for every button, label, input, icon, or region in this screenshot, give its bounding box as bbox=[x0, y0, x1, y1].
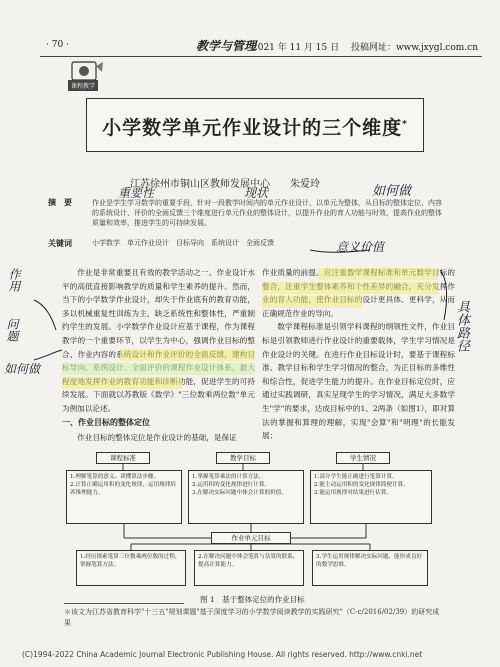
left-tail-paragraph: 作业目标的整体定位是作业设计的基础，是保证 bbox=[77, 433, 237, 442]
footnote: ＊该文为江苏省教育科学"十三五"规划课题"基于深度学习的小学数学阅读教学的实践研究"（C-c/2016/02/39）的研究成果 bbox=[64, 608, 440, 627]
author-line: 江苏徐州市铜山区教师发展中心 朱爱玲 bbox=[130, 179, 320, 190]
left-column bbox=[62, 266, 255, 416]
fig-bottom-box-1: 1.经历探索笔算三位数乘两位数的过程，掌握笔算方法。 bbox=[76, 550, 186, 586]
fig-top-box-3: 学生情况 bbox=[336, 452, 390, 464]
highlight-mark bbox=[62, 377, 182, 389]
abstract-label: 摘 要 bbox=[48, 198, 72, 207]
journal-name: 教学与管理 bbox=[196, 39, 257, 53]
highlight-mark bbox=[62, 363, 255, 375]
issue-date: 2021 年 11 月 15 日 bbox=[252, 43, 340, 53]
fig-center-box: 作业单元目标 bbox=[211, 532, 291, 544]
fig-top-box-1: 课程标准 bbox=[96, 452, 150, 464]
left-paragraph-1: 作业是非常重要且有效的教学活动之一。作业设计水平的高低直接影响教学的质量和学生素养的提升。然而，当下的小学数学作业设计，却失于作业底有的教育功能，多以机械重复性训练为主，缺乏系统性和整体性，严重制约学生的发展。小学数学作业设计应基于课程，作为课程教学的一个重要环节，以学生为中心，强调作业目标的整合、作业内容的系统设计和作业评价的全面反馈，建构目 程度地发挥作业的教育功能和诊断功能，促进学生的可持续发展。下面就以苏教版《数学》"三位数乘两位数"单元为例加以论述。 bbox=[62, 268, 255, 413]
footnote-rule bbox=[64, 603, 184, 604]
column-tag: 课程教学 bbox=[68, 80, 98, 91]
copyright-line: (C)1994-2022 China Academic Journal Electronic Publishing House. All rights reserved. http://www.cnki.net bbox=[22, 650, 423, 659]
handwritten-note: 如何做 bbox=[372, 184, 412, 199]
highlight-mark bbox=[262, 282, 438, 294]
page-header bbox=[46, 36, 478, 54]
fig-mid-box-2: 1.掌握笔算乘法的计算方法。 2.运用积的变化规律进行计算。 3.在解决实际问题中体会计算的价值。 bbox=[188, 470, 304, 524]
handwritten-note: 如何做 bbox=[4, 362, 41, 376]
highlight-mark bbox=[120, 349, 255, 361]
figure-1 bbox=[66, 452, 436, 592]
journal-website: 投稿网址：www.jxygl.com.cn bbox=[350, 43, 478, 53]
page-number: · 70 · bbox=[46, 40, 69, 50]
handwritten-note: 重要性 bbox=[118, 186, 155, 200]
article-title bbox=[87, 113, 423, 140]
fig-bottom-box-3: 3.学生运用规律解决实际问题，能形成良好的数学思维。 bbox=[312, 550, 428, 586]
abstract-text: 作业是学生学习数学的重要手段，针对一段教学时间内的单元作业设计，以单元为整体，从目标的整体定位、内容的系统设计、评价的全面反馈三个维度进行单元作业的整体设计，以提升作业的育人功能与时效，提高作业的整体质量和效率，推进学生的可持续发展。 bbox=[92, 199, 442, 227]
article-title-text: 小学数学单元作业设计的三个维度 bbox=[102, 117, 403, 139]
handwritten-note: 现状 bbox=[244, 186, 269, 200]
highlight-mark bbox=[318, 268, 438, 280]
highlight-mark bbox=[262, 296, 362, 308]
header-rule bbox=[40, 56, 482, 57]
title-footnote-mark: * bbox=[402, 119, 408, 130]
keywords bbox=[48, 238, 448, 249]
handwritten-note: 作用 bbox=[7, 268, 21, 292]
fig-mid-box-1: 1.理解笔算的意义、读懂算法步骤。 2.计算正确运用积的变化规律，运用规律培养推理能力。 bbox=[66, 470, 182, 524]
keywords-text: 小学数学 单元作业设计 目标导向 系统设计 全面反馈 bbox=[92, 239, 274, 247]
handwritten-note: 意义价值 bbox=[336, 240, 385, 254]
fig-mid-box-3: 1.部分学生能正确进行笔算计算。 2.能主动运用积的变化规律简便计算。 3.能运用规律对结果进行估算。 bbox=[310, 470, 432, 524]
keywords-label: 关键词 bbox=[48, 239, 72, 248]
title-box bbox=[86, 98, 424, 152]
handwritten-note: 问题 bbox=[5, 318, 19, 342]
left-column-tail bbox=[62, 431, 255, 445]
section-heading: 一、作业目标的整体定位 bbox=[62, 418, 150, 427]
figure-caption: 图 1 基于整体定位的作业目标 bbox=[200, 595, 305, 604]
fig-top-box-2: 教学目标 bbox=[216, 452, 270, 464]
fig-bottom-box-2: 2.在解决问题中体会笔算与估算的联系，提高计算能力。 bbox=[194, 550, 304, 586]
handwritten-note: 具体路径 bbox=[454, 300, 469, 352]
right-paragraph-2: 数学课程标准是引领学科课程的纲领性文件，作业目标是引领教师进行作业设计的重要载体，学生学习情况是作业设计的关键。在进行作业目标设计时，要基于课程标准、教学目标和学生学习情况的整合，为正目标的多维性和综合性，促进学生能力的提升。在作业目标定位时，应通过实践调研，真实呈现学生的学习情况，满足大多数学生"学"的要求，达成目标中的1、2两条（如图1），即对算法的掌握和算理的理解，实现"会算"和"明理"的长能发展； bbox=[262, 322, 455, 441]
column-logo bbox=[66, 60, 106, 94]
right-paragraph-1: 作业质量的前提。应注重数学课程标准和单元数学目标的整合，注重学生整体素养和个性差异的融合，充分发挥作业的育人功能，使作业目标的设计更具体、更科学，从而正确规范作业的导向。 bbox=[262, 268, 455, 318]
